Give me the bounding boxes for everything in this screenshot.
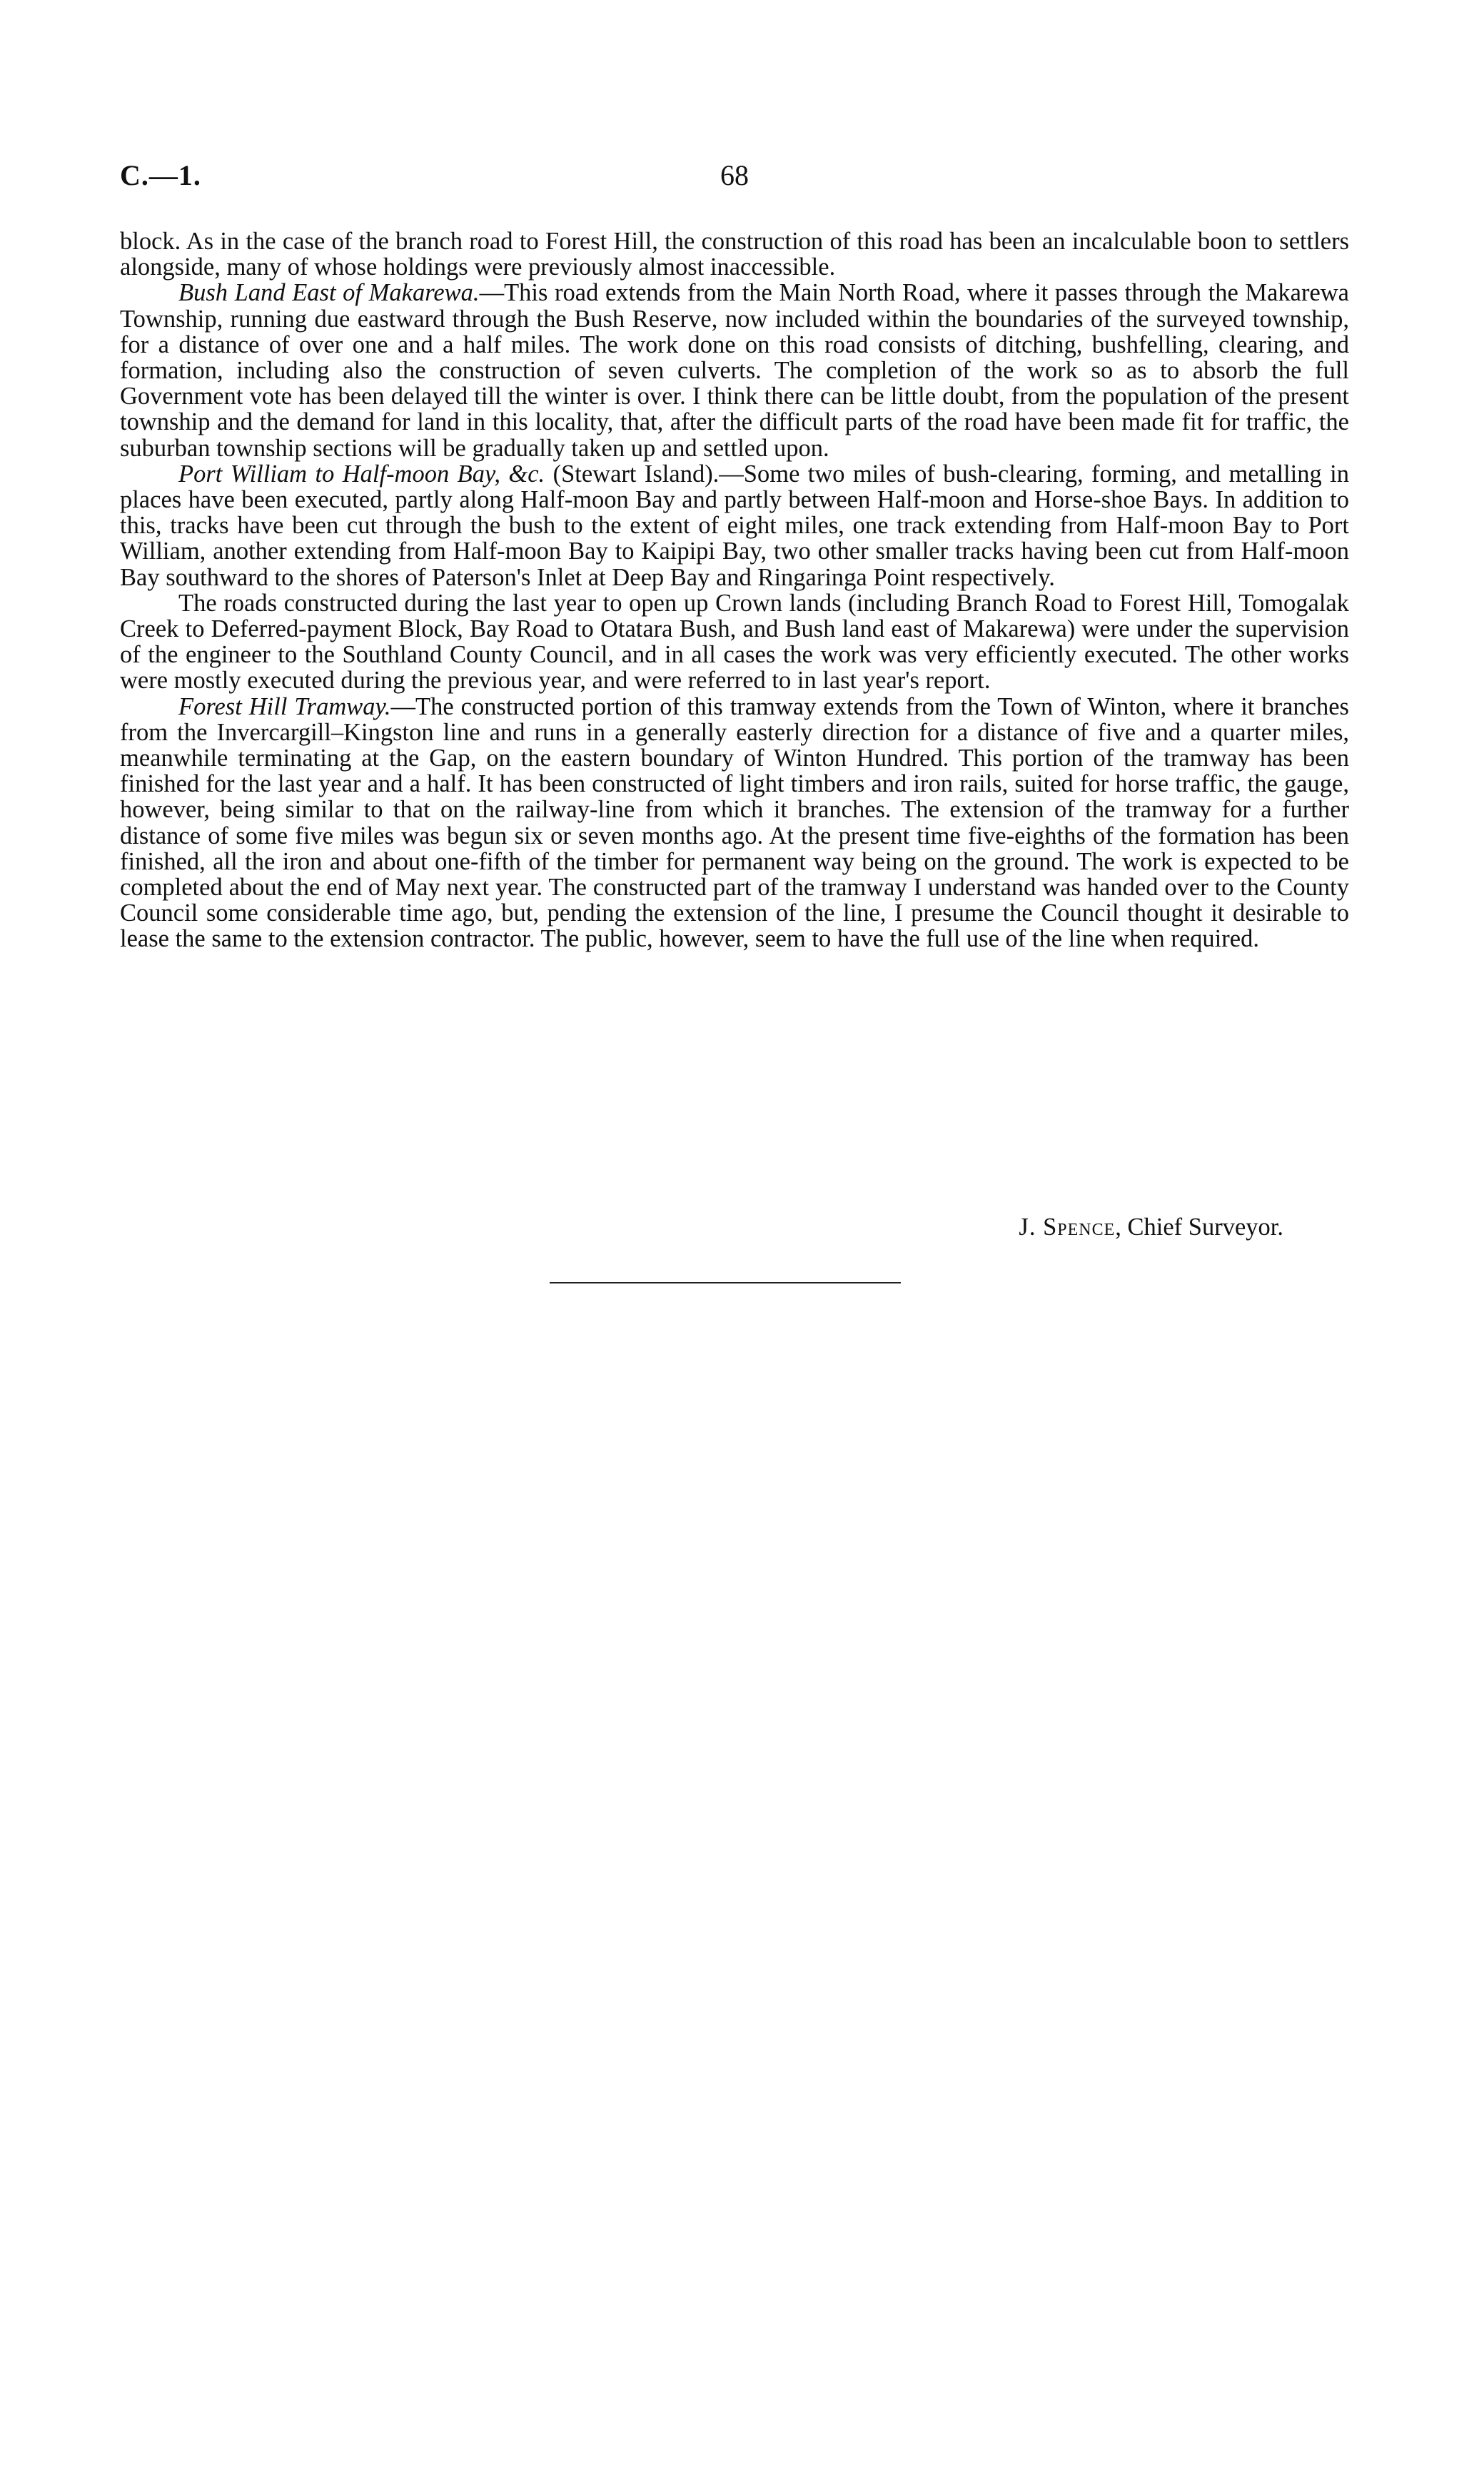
page-header (120, 158, 1349, 201)
paragraph-text: The roads constructed during the last year to open up Crown lands (including Branch Road to Forest Hill, Tomogalak Creek to Deferred-payment Block, Bay Road to Otatara Bush, and Bush land east of Makarewa) were under the supervision of the engineer to the Southland County Council, and in all cases the work was very efficiently executed. The other works were mostly executed during the previous year, and were referred to in last year's report. (120, 589, 1349, 695)
paragraph-heading: Port William to Half-moon Bay, &c. (178, 460, 545, 488)
page-number: 68 (720, 159, 749, 191)
paragraph-continuation (120, 228, 1349, 280)
signature-name: J. Spence (1019, 1214, 1116, 1241)
closing-rule (550, 1282, 901, 1283)
paragraph-heading: Forest Hill Tramway. (178, 692, 391, 720)
paragraph-heading: Bush Land East of Makarewa. (178, 279, 480, 307)
document-id: C.—1. (120, 159, 201, 191)
signature-title: , Chief Surveyor. (1115, 1214, 1283, 1241)
signature-line (120, 1214, 1283, 1241)
paragraph-text: (Stewart Island).—Some two miles of bush-clearing, forming, and metalling in places have been executed, partly along Half-moon Bay and partly between Half-moon and Horse-shoe Bays. In addition to this, tracks have been cut through the bush to the extent of eight miles, one track extending from Half-moon Bay to Port William, another extending from Half-moon Bay to Kaipipi Bay, two other smaller tracks having been cut from Half-moon Bay southward to the shores of Paterson's Inlet at Deep Bay and Ringaringa Point respectively. (120, 460, 1350, 591)
paragraph-bush-land-makarewa (120, 280, 1349, 460)
paragraph-port-william (120, 461, 1349, 590)
paragraph-text: —The constructed portion of this tramway extends from the Town of Winton, where it branches from the Invercargill–Kingston line and runs in a generally easterly direction for a distance of five and a quarter miles, meanwhile terminating at the Gap, on the eastern boundary of Winton Hundred. This portion of the tramway has been finished for the last year and a half. It has been constructed of light timbers and iron rails, suited for horse traffic, the gauge, however, being similar to that on the railway-line from which it branches. The extension of the tramway for a further distance of some five miles was begun six or seven months ago. At the present time five-eighths of the formation has been finished, all the iron and about one-fifth of the timber for permanent way being on the ground. The work is expected to be completed about the end of May next year. The constructed part of the tramway I understand was handed over to the County Council some considerable time ago, but, pending the extension of the line, I presume the Council thought it desirable to lease the same to the extension contractor. The public, however, seem to have the full use of the line when required. (120, 692, 1349, 953)
paragraph-text: —This road extends from the Main North Road, where it passes through the Makarewa Township, running due eastward through the Bush Reserve, now included within the boundaries of the surveyed township, for a distance of over one and a half miles. The work done on this road consists of ditching, bushfelling, clearing, and formation, including also the construction of seven culverts. The completion of the work so as to absorb the full Government vote has been delayed till the winter is over. I think there can be little doubt, from the population of the present township and the demand for land in this locality, that, after the difficult parts of the road have been made fit for traffic, the suburban township sections will be gradually taken up and settled upon. (120, 279, 1349, 462)
paragraph-text: block. As in the case of the branch road to Forest Hill, the construction of this road has been an incalculable boon to settlers alongside, many of whose holdings were previously almost inaccessible. (120, 228, 1349, 281)
paragraph-forest-hill-tramway (120, 694, 1349, 952)
report-body (120, 228, 1349, 952)
paragraph-crown-lands-roads (120, 590, 1349, 694)
